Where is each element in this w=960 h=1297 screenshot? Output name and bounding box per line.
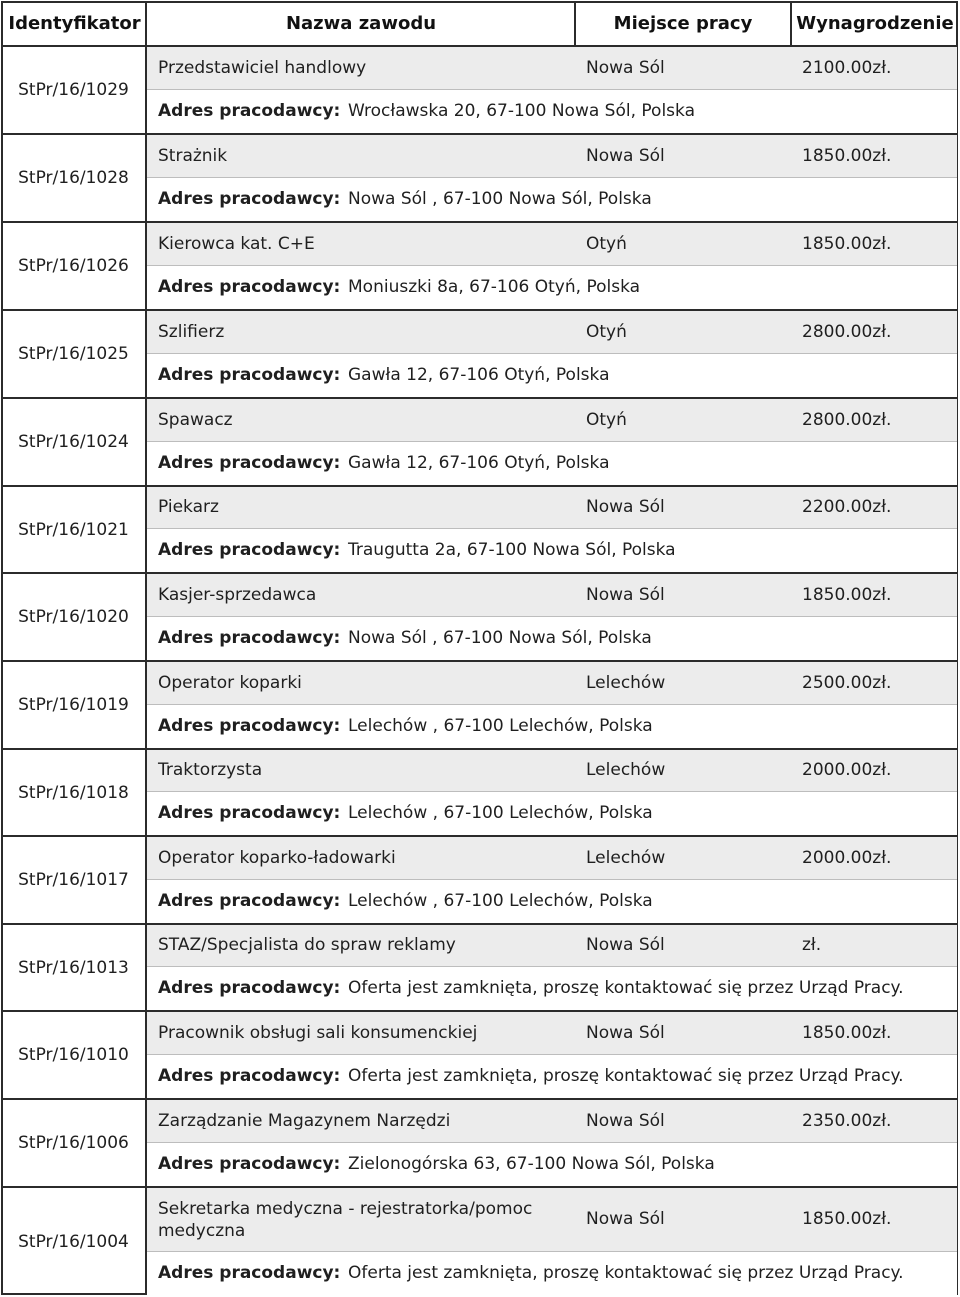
- job-location: Nowa Sól: [586, 58, 665, 78]
- table-row: [0, 135, 960, 221]
- offer-id: StPr/16/1021: [18, 519, 129, 540]
- job-salary: 2100.00zł.: [802, 58, 892, 78]
- address-label: Adres pracodawcy:: [158, 978, 341, 998]
- offer-summary-band: [147, 1012, 957, 1054]
- row-divider: [1, 923, 958, 925]
- job-title: Operator koparki: [158, 673, 302, 693]
- address-label: Adres pracodawcy:: [158, 803, 341, 823]
- table-row: [0, 662, 960, 748]
- employer-address: Nowa Sól , 67-100 Nowa Sól, Polska: [348, 628, 652, 648]
- job-salary: 2000.00zł.: [802, 760, 892, 780]
- job-salary: 1850.00zł.: [802, 1209, 892, 1229]
- table-row: [0, 47, 960, 133]
- offer-id: StPr/16/1017: [18, 870, 129, 890]
- job-title: Strażnik: [158, 146, 228, 166]
- employer-address: Wrocławska 20, 67-100 Nowa Sól, Polska: [348, 101, 695, 121]
- employer-address-band: [147, 353, 957, 397]
- employer-address: Gawła 12, 67-106 Otyń, Polska: [348, 365, 610, 385]
- address-label: Adres pracodawcy:: [158, 628, 341, 648]
- offer-summary-band: [147, 399, 957, 441]
- offer-details: [147, 1012, 957, 1098]
- employer-address: Lelechów , 67-100 Lelechów, Polska: [348, 716, 653, 736]
- address-label: Adres pracodawcy:: [158, 1066, 341, 1086]
- address-label: Adres pracodawcy:: [158, 716, 341, 736]
- inner-divider: [147, 704, 957, 705]
- row-divider: [1, 660, 958, 662]
- row-divider: [1, 485, 958, 487]
- job-location: Lelechów: [586, 760, 666, 780]
- employer-address-band: [147, 704, 957, 748]
- job-salary: 2200.00zł.: [802, 497, 892, 517]
- offer-details: [147, 1100, 957, 1186]
- employer-address-band: [147, 177, 957, 221]
- employer-address-band: [147, 1142, 957, 1186]
- job-title: STAZ/Specjalista do spraw reklamy: [158, 935, 456, 955]
- offer-id: StPr/16/1024: [18, 432, 129, 452]
- header-miejsce-pracy: Miejsce pracy: [613, 13, 753, 34]
- job-location: Lelechów: [586, 848, 666, 868]
- job-title: Piekarz: [158, 497, 219, 517]
- job-title: Zarządzanie Magazynem Narzędzi: [158, 1111, 451, 1131]
- header-divider: [790, 1, 792, 46]
- address-label: Adres pracodawcy:: [158, 453, 341, 473]
- job-title: Sekretarka medyczna - rejestratorka/pomoc medyczna: [158, 1199, 533, 1241]
- employer-address: Zielonogórska 63, 67-100 Nowa Sól, Polska: [348, 1154, 715, 1174]
- job-salary: 1850.00zł.: [802, 1023, 892, 1043]
- employer-address-band: [147, 265, 957, 309]
- offer-id: StPr/16/1029: [18, 80, 129, 100]
- row-divider: [1, 221, 958, 223]
- table-row: [0, 1188, 960, 1295]
- table-row: [0, 925, 960, 1010]
- job-salary: zł.: [802, 935, 822, 955]
- inner-divider: [147, 1054, 957, 1055]
- employer-address: Moniuszki 8a, 67-106 Otyń, Polska: [348, 277, 641, 297]
- offer-details: [147, 487, 957, 572]
- offer-id: StPr/16/1028: [18, 168, 129, 188]
- job-location: Lelechów: [586, 673, 666, 693]
- offer-details: [147, 47, 957, 133]
- inner-divider: [147, 879, 957, 880]
- table-row: [0, 487, 960, 572]
- inner-divider: [147, 966, 957, 967]
- employer-address-band: [147, 879, 957, 923]
- employer-address-band: [147, 791, 957, 835]
- offer-summary-band: [147, 311, 957, 353]
- job-title: Spawacz: [158, 410, 233, 430]
- row-divider: [1, 45, 958, 47]
- table-row: [0, 1012, 960, 1098]
- offer-details: [147, 925, 957, 1010]
- address-label: Adres pracodawcy:: [158, 540, 341, 560]
- offer-summary-band: [147, 1100, 957, 1142]
- address-label: Adres pracodawcy:: [158, 365, 341, 385]
- job-salary: 2500.00zł.: [802, 673, 892, 693]
- job-location: Nowa Sól: [586, 585, 665, 605]
- table-row: [0, 574, 960, 660]
- job-location: Nowa Sól: [586, 497, 665, 517]
- employer-address-band: [147, 1251, 957, 1295]
- employer-address: Oferta jest zamknięta, proszę kontaktować się przez Urząd Pracy.: [348, 1066, 904, 1086]
- job-salary: 2000.00zł.: [802, 848, 892, 868]
- row-divider: [1, 835, 958, 837]
- offer-details: [147, 750, 957, 835]
- employer-address-band: [147, 966, 957, 1010]
- offer-details: [147, 574, 957, 660]
- job-salary: 2350.00zł.: [802, 1111, 892, 1131]
- offer-summary-band: [147, 574, 957, 616]
- job-location: Otyń: [586, 322, 627, 342]
- address-label: Adres pracodawcy:: [158, 1263, 341, 1283]
- job-salary: 2800.00zł.: [802, 322, 892, 342]
- job-location: Nowa Sól: [586, 1111, 665, 1131]
- table-row: [0, 1100, 960, 1186]
- job-title: Pracownik obsługi sali konsumenckiej: [158, 1023, 478, 1043]
- row-divider: [1, 133, 958, 135]
- job-salary: 1850.00zł.: [802, 585, 892, 605]
- header-nazwa-zawodu: Nazwa zawodu: [285, 13, 437, 34]
- row-divider: [1, 1010, 958, 1012]
- address-label: Adres pracodawcy:: [158, 189, 341, 209]
- employer-address-band: [147, 528, 957, 572]
- inner-divider: [147, 177, 957, 178]
- offer-id: StPr/16/1020: [18, 607, 129, 627]
- address-label: Adres pracodawcy:: [158, 101, 341, 121]
- inner-divider: [147, 791, 957, 792]
- employer-address: Lelechów , 67-100 Lelechów, Polska: [348, 803, 653, 823]
- job-title: Kierowca kat. C+E: [158, 234, 315, 254]
- job-title: Kasjer-sprzedawca: [158, 585, 317, 605]
- job-salary: 1850.00zł.: [802, 146, 892, 166]
- offer-id: StPr/16/1013: [18, 957, 129, 978]
- row-divider: [1, 572, 958, 574]
- table-row: [0, 223, 960, 309]
- offer-details: [147, 135, 957, 221]
- employer-address: Lelechów , 67-100 Lelechów, Polska: [348, 891, 653, 911]
- header-divider: [574, 1, 576, 46]
- offer-id: StPr/16/1026: [18, 256, 129, 276]
- row-divider: [1, 748, 958, 750]
- offer-summary-band: [147, 487, 957, 528]
- employer-address-band: [147, 441, 957, 485]
- inner-divider: [147, 441, 957, 442]
- employer-address: Gawła 12, 67-106 Otyń, Polska: [348, 453, 610, 473]
- job-location: Otyń: [586, 410, 627, 430]
- offer-id: StPr/16/1006: [18, 1133, 129, 1153]
- employer-address-band: [147, 616, 957, 660]
- row-divider: [1, 309, 958, 311]
- job-salary: 1850.00zł.: [802, 234, 892, 254]
- inner-divider: [147, 1251, 957, 1252]
- row-divider: [1, 1098, 958, 1100]
- address-label: Adres pracodawcy:: [158, 277, 341, 297]
- employer-address-band: [147, 1054, 957, 1098]
- offer-summary-band: [147, 47, 957, 89]
- job-title: Traktorzysta: [158, 760, 263, 780]
- offer-summary-band: [147, 1188, 957, 1251]
- header-wynagrodzenie: Wynagrodzenie: [796, 13, 954, 34]
- employer-address: Nowa Sól , 67-100 Nowa Sól, Polska: [348, 189, 652, 209]
- inner-divider: [147, 1142, 957, 1143]
- offer-id: StPr/16/1004: [18, 1231, 129, 1252]
- offer-id: StPr/16/1019: [18, 695, 129, 715]
- offer-summary-band: [147, 662, 957, 704]
- header-identyfikator: Identyfikator: [8, 13, 141, 34]
- offer-details: [147, 1188, 957, 1295]
- offer-summary-band: [147, 925, 957, 966]
- offer-summary-band: [147, 837, 957, 879]
- job-location: Nowa Sól: [586, 935, 665, 955]
- table-row: [0, 311, 960, 397]
- offer-details: [147, 399, 957, 485]
- inner-divider: [147, 89, 957, 90]
- inner-divider: [147, 528, 957, 529]
- table-row: [0, 399, 960, 485]
- inner-divider: [147, 616, 957, 617]
- employer-address: Oferta jest zamknięta, proszę kontaktować się przez Urząd Pracy.: [348, 978, 904, 998]
- employer-address-band: [147, 89, 957, 133]
- table-row: [0, 837, 960, 923]
- offer-id: StPr/16/1025: [18, 344, 129, 364]
- employer-address: Oferta jest zamknięta, proszę kontaktować się przez Urząd Pracy.: [348, 1263, 904, 1283]
- job-location: Nowa Sól: [586, 146, 665, 166]
- offer-details: [147, 662, 957, 748]
- row-divider: [1, 397, 958, 399]
- row-divider: [1, 1186, 958, 1188]
- inner-divider: [147, 353, 957, 354]
- offer-summary-band: [147, 223, 957, 265]
- job-location: Nowa Sól: [586, 1209, 665, 1229]
- offer-summary-band: [147, 750, 957, 791]
- job-title: Szlifierz: [158, 322, 225, 342]
- inner-divider: [147, 265, 957, 266]
- address-label: Adres pracodawcy:: [158, 891, 341, 911]
- job-title: Przedstawiciel handlowy: [158, 58, 367, 78]
- job-location: Nowa Sól: [586, 1023, 665, 1043]
- offer-id: StPr/16/1010: [18, 1045, 129, 1065]
- job-location: Otyń: [586, 234, 627, 254]
- table-row: [0, 750, 960, 835]
- address-label: Adres pracodawcy:: [158, 1154, 341, 1174]
- offer-details: [147, 311, 957, 397]
- job-title: Operator koparko-ładowarki: [158, 848, 396, 868]
- offer-details: [147, 223, 957, 309]
- offer-id: StPr/16/1018: [18, 782, 129, 803]
- offer-summary-band: [147, 135, 957, 177]
- offer-details: [147, 837, 957, 923]
- job-salary: 2800.00zł.: [802, 410, 892, 430]
- employer-address: Traugutta 2a, 67-100 Nowa Sól, Polska: [348, 540, 676, 560]
